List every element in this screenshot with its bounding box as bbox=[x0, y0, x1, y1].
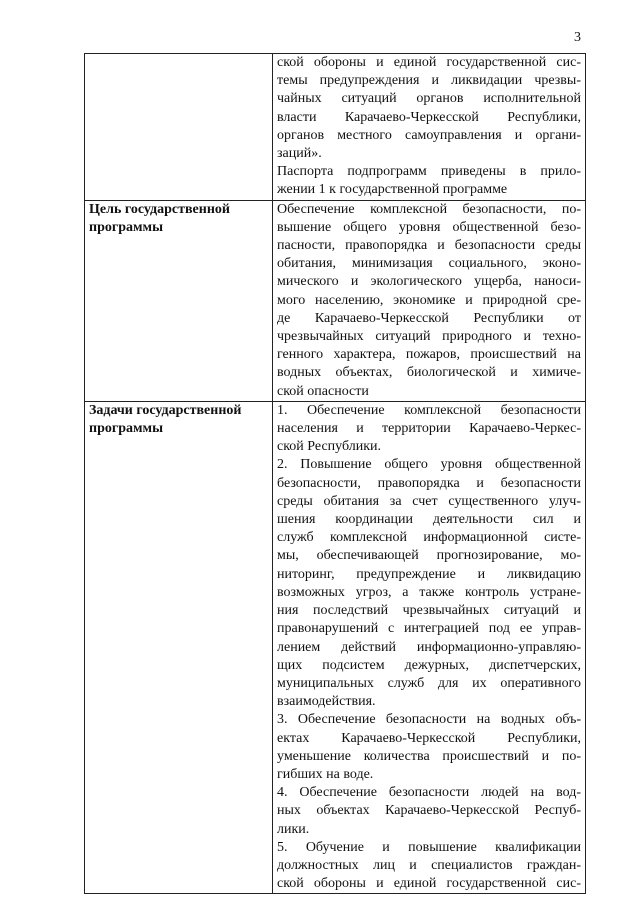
row-content-line: жении 1 к государственной программе bbox=[277, 182, 508, 198]
row-content-line: возможных угроз, а также контроль устране- bbox=[277, 584, 581, 600]
row-content-line: муниципальных служб для их оперативного bbox=[277, 675, 581, 691]
row-content-line: Обеспечение комплексной безопасности, по- bbox=[277, 201, 581, 217]
row-content-line: среды обитания за счет существенного улуч- bbox=[277, 493, 581, 509]
row-content-line: водных объектах, биологической и химиче- bbox=[277, 365, 581, 381]
table-row bbox=[85, 54, 586, 201]
row-content-line: ектах Карачаево-Черкесской Республики, bbox=[277, 730, 581, 746]
row-content-line: гибших на воде. bbox=[277, 766, 374, 782]
row-content-line: обитания, минимизация социального, эконо- bbox=[277, 256, 581, 272]
row-content-line: 2. Повышение общего уровня общественной bbox=[277, 457, 581, 473]
row-content-line: уменьшение количества происшествий и по- bbox=[277, 748, 581, 764]
row-label-line: программы bbox=[89, 421, 163, 437]
row-content-line: служб комплексной информационной систе- bbox=[277, 530, 581, 546]
row-content-line: ской обороны и единой государственной сис- bbox=[277, 55, 581, 70]
row-content-line: 5. Обучение и повышение квалификации bbox=[277, 839, 581, 855]
row-content-line: 3. Обеспечение безопасности на водных объ- bbox=[277, 712, 581, 728]
row-content-line: ниторинг, предупреждение и ликвидацию bbox=[277, 566, 581, 582]
row-content-line: мического и экологического ущерба, наноси- bbox=[277, 274, 581, 290]
row-content-line: взаимодействия. bbox=[277, 694, 376, 710]
row-content-line: ской обороны и единой государственной сис- bbox=[277, 876, 581, 892]
row-content-line: генного характера, пожаров, происшествий на bbox=[277, 347, 581, 363]
row-content-line: ской Республики. bbox=[277, 439, 382, 455]
row-content-line: де Карачаево-Черкесской Республики от bbox=[277, 310, 581, 326]
row-label-line: программы bbox=[89, 219, 163, 235]
row-content-line: безопасности, правопорядка и безопасности bbox=[277, 475, 581, 491]
row-content-line: пасности, правопорядка и безопасности среды bbox=[277, 238, 581, 254]
row-content-line: лики. bbox=[277, 821, 310, 837]
row-content-line: должностных лиц и специалистов граждан- bbox=[277, 857, 581, 873]
page-number: 3 bbox=[574, 30, 581, 45]
row-content-line: заций». bbox=[277, 146, 322, 162]
row-content-cell bbox=[273, 401, 586, 893]
row-content-line: ния последствий чрезвычайных ситуаций и bbox=[277, 603, 581, 619]
row-content-cell bbox=[273, 200, 586, 401]
row-content-line: 1. Обеспечение комплексной безопасности bbox=[277, 402, 581, 418]
row-content-line: правонарушений с интеграцией под ее управ- bbox=[277, 621, 581, 637]
row-content-line: власти Карачаево-Черкесской Республики, bbox=[277, 109, 581, 125]
row-content-line: вышение общего уровня общественной безо- bbox=[277, 219, 581, 235]
row-label-line: Цель государственной bbox=[89, 201, 230, 217]
row-content-cell bbox=[273, 54, 586, 201]
row-content-line: щих подсистем дежурных, диспетчерских, bbox=[277, 657, 581, 673]
row-label-cell bbox=[85, 54, 273, 201]
row-content-line: чайных ситуаций органов исполнительной bbox=[277, 91, 581, 107]
row-content-line: мы, обеспечивающей прогнозирование, мо- bbox=[277, 548, 581, 564]
table-row bbox=[85, 200, 586, 401]
row-content-line: шения координации деятельности сил и bbox=[277, 512, 581, 528]
row-content-line: населения и территории Карачаево-Черкес- bbox=[277, 421, 581, 437]
table-row bbox=[85, 401, 586, 893]
row-label-cell bbox=[85, 401, 273, 893]
row-content-line: ской опасности bbox=[277, 383, 369, 399]
row-content-line: мого населению, экономике и природной сре- bbox=[277, 292, 581, 308]
row-content-line: темы предупреждения и ликвидации чрезвы- bbox=[277, 73, 581, 89]
row-label-cell bbox=[85, 200, 273, 401]
program-passport-table bbox=[84, 53, 586, 894]
row-content-line: лением действий информационно-управляю- bbox=[277, 639, 581, 655]
row-content-line: Паспорта подпрограмм приведены в прило- bbox=[277, 164, 581, 180]
row-content-line: органов местного самоуправления и органи- bbox=[277, 127, 581, 143]
row-content-line: чрезвычайных ситуаций природного и техно- bbox=[277, 329, 581, 345]
row-content-line: ных объектах Карачаево-Черкесской Респуб- bbox=[277, 803, 581, 819]
table-body bbox=[85, 54, 586, 894]
row-label-line: Задачи государственной bbox=[89, 402, 242, 418]
row-content-line: 4. Обеспечение безопасности людей на вод- bbox=[277, 785, 581, 801]
